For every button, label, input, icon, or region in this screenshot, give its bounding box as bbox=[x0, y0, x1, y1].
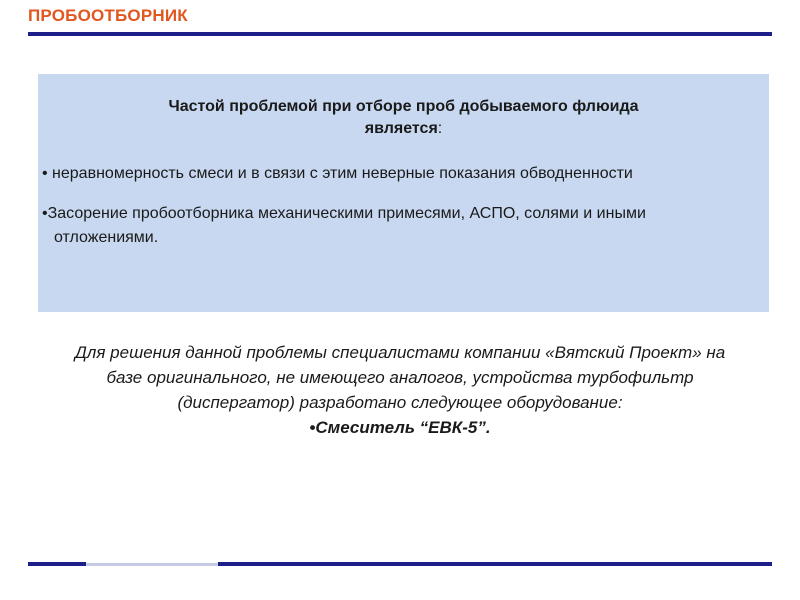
footer-rule-accent bbox=[86, 563, 218, 566]
problem-item-clogging: •Засорение пробоотборника механическими примесями, АСПО, солями и иными отложениями. bbox=[42, 205, 646, 246]
title-underline bbox=[28, 32, 772, 36]
problem-heading-line1: Частой проблемой при отборе проб добываемого флюида bbox=[168, 98, 639, 115]
footer-rule-right bbox=[218, 562, 772, 566]
problem-heading-line2: является bbox=[364, 120, 438, 137]
problem-box bbox=[38, 74, 769, 312]
problem-item-uneven-mixture: • неравномерность смеси и в связи с этим неверные показания обводненности bbox=[42, 165, 633, 182]
footer-rule-left bbox=[28, 562, 86, 566]
problem-heading-colon: : bbox=[437, 120, 443, 137]
problem-heading bbox=[99, 96, 709, 140]
solution-product: •Смеситель “ЕВК-5”. bbox=[309, 418, 491, 437]
slide-title: ПРОБООТБОРНИК bbox=[28, 6, 188, 25]
solution-text: Для решения данной проблемы специалистами компании «Вятский Проект» на базе оригинального, не имеющего аналогов, устройства турбофильтр (диспергатор) разработано следующее оборудование: bbox=[74, 343, 726, 412]
solution-block bbox=[60, 340, 740, 440]
